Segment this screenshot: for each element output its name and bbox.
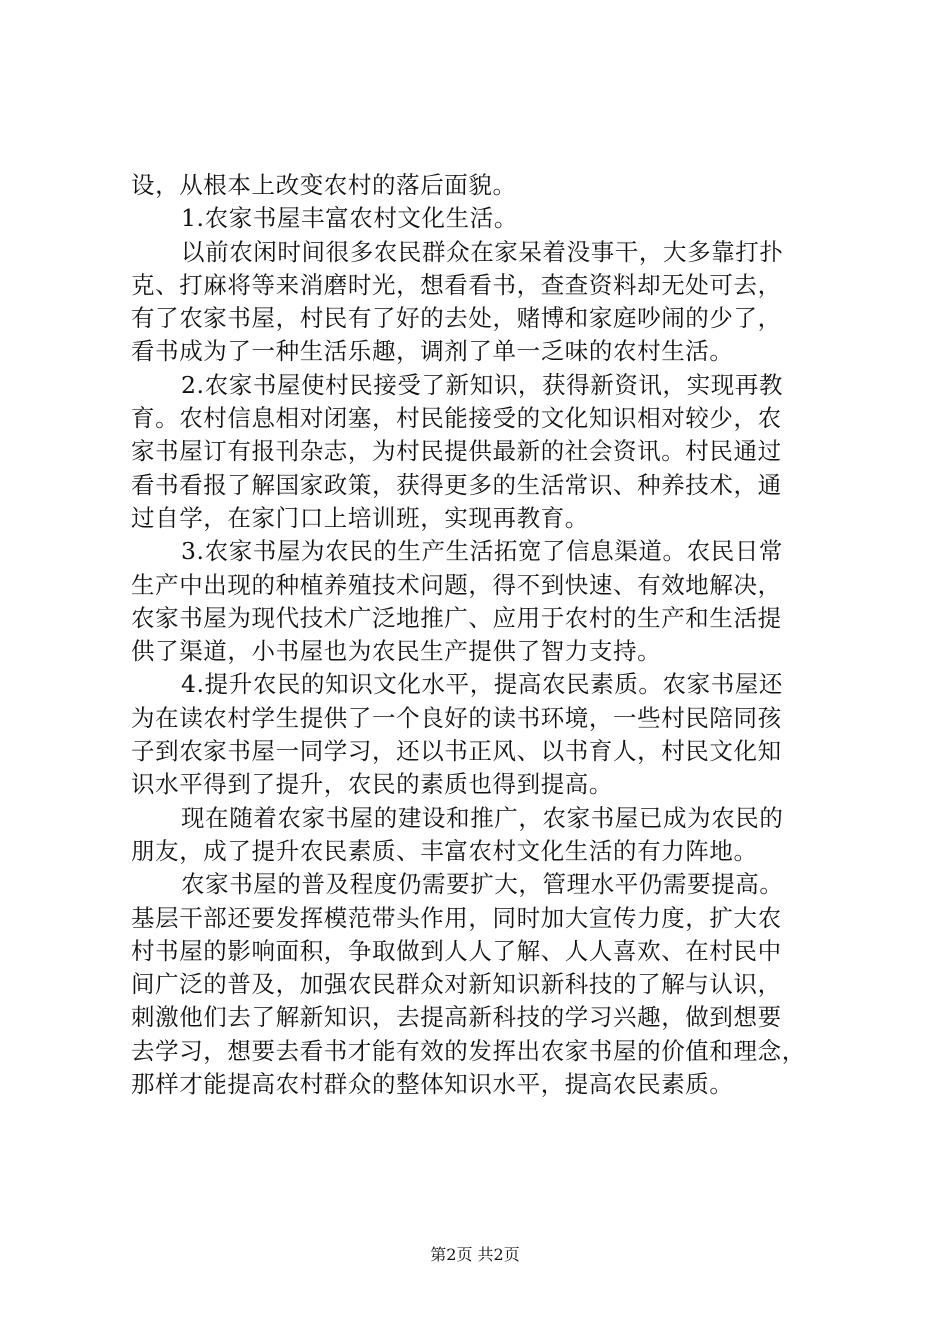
section-heading-1: 1.农家书屋丰富农村文化生活。 xyxy=(181,204,518,233)
text-line: 那样才能提高农村群众的整体知识水平，提高农民素质。 xyxy=(131,1070,734,1099)
text-line: 村书屋的影响面积，争取做到人人了解、人人喜欢、在村民中 xyxy=(131,936,782,965)
text-line: 农家书屋为现代技术广泛地推广、应用于农村的生产和生活提 xyxy=(131,603,782,632)
text-line: 以前农闲时间很多农民群众在家呆着没事干，大多靠打扑 xyxy=(181,237,784,266)
text-line: 看书成为了一种生活乐趣，调剂了单一乏味的农村生活。 xyxy=(131,337,734,366)
text-line: 克、打麻将等来消磨时光，想看看书，查查资料却无处可去， xyxy=(131,270,782,299)
text-line: 识水平得到了提升，农民的素质也得到提高。 xyxy=(131,770,613,799)
text-line: 子到农家书屋一同学习，还以书正风、以书育人，村民文化知 xyxy=(131,737,782,766)
text-line: 农家书屋的普及程度仍需要扩大，管理水平仍需要提高。 xyxy=(181,870,784,899)
body-text xyxy=(131,169,831,1101)
text-line: 供了渠道，小书屋也为农民生产提供了智力支持。 xyxy=(131,637,662,666)
text-line: 去学习，想要去看书才能有效的发挥出农家书屋的价值和理念， xyxy=(131,1036,806,1065)
text-line: 设，从根本上改变农村的落后面貌。 xyxy=(131,171,517,199)
page-footer: 第2页 共2页 xyxy=(430,1245,520,1264)
text-line: 现在随着农家书屋的建设和推广，农家书屋已成为农民的 xyxy=(181,803,784,832)
text-line: 育。农村信息相对闭塞，村民能接受的文化知识相对较少，农 xyxy=(131,404,782,433)
text-line: 有了农家书屋，村民有了好的去处，赌博和家庭吵闹的少了， xyxy=(131,304,782,333)
text-line: 家书屋订有报刊杂志，为村民提供最新的社会资讯。村民通过 xyxy=(131,437,782,466)
text-line: 刺激他们去了解新知识，去提高新科技的学习兴趣，做到想要 xyxy=(131,1003,782,1032)
text-line: 过自学，在家门口上培训班，实现再教育。 xyxy=(131,503,589,532)
text-line: 基层干部还要发挥模范带头作用，同时加大宣传力度，扩大农 xyxy=(131,903,782,932)
text-line: 看书看报了解国家政策，获得更多的生活常识、种养技术，通 xyxy=(131,470,782,499)
section-heading-3: 3.农家书屋为农民的生产生活拓宽了信息渠道。农民日常 xyxy=(181,537,784,566)
text-line: 为在读农村学生提供了一个良好的读书环境，一些村民陪同孩 xyxy=(131,703,782,732)
section-heading-2: 2.农家书屋使村民接受了新知识，获得新资讯，实现再教 xyxy=(181,370,784,399)
text-line: 朋友，成了提升农民素质、丰富农村文化生活的有力阵地。 xyxy=(131,836,758,865)
text-line: 生产中出现的种植养殖技术问题，得不到快速、有效地解决， xyxy=(131,570,782,599)
text-line: 间广泛的普及，加强农民群众对新知识新科技的了解与认识， xyxy=(131,970,782,999)
section-heading-4: 4.提升农民的知识文化水平，提高农民素质。农家书屋还 xyxy=(181,670,784,699)
